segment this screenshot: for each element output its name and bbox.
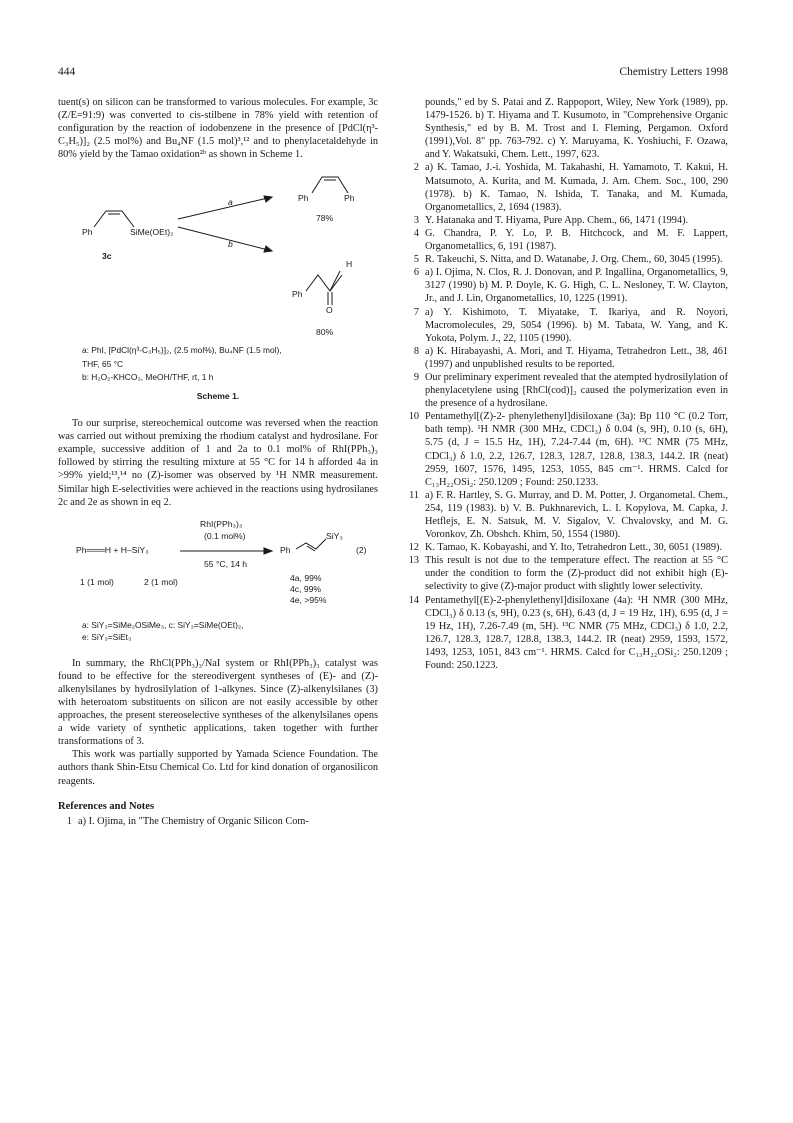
product-si: SiY₃ xyxy=(326,530,343,541)
ref-text: This result is not due to the temperature effect. The reaction at 55 °C under the condition to form the (Z)-product did not exhibit high (E)-selectivity to give (Z)-major product with slightly lower selectivity. xyxy=(425,555,728,593)
page-number: 444 xyxy=(58,66,76,78)
ref-number: 14 xyxy=(408,594,419,606)
product-ph: Ph xyxy=(280,544,291,555)
ref-number: 12 xyxy=(408,542,419,554)
reference-14 xyxy=(405,594,728,673)
paragraph: In summary, the RhCl(PPh₃)₃/NaI system or RhI(PPh₃)₃ catalyst was found to be effective for the stereodivergent syntheses of (E)- and (Z)-alkenylsilanes by hydrosilylation of 1-alkynes. Since (Z)-alkenylsilanes (3) with heteroatom substituents on silicon are not easily accessible by other approaches, the present stereoselective syntheses of the alkenylsilanes opens a wide variety of synthetic applications, taken together with further transformations of 3. xyxy=(58,657,378,748)
conditions: 55 °C, 14 h xyxy=(204,558,248,569)
silane-definitions xyxy=(58,619,378,643)
scheme-1 xyxy=(58,171,378,343)
label-ph: Ph xyxy=(298,193,309,204)
label-sime: SiMe(OEt)₂ xyxy=(130,227,174,238)
ref-text: a) I. Ojima, N. Clos, R. J. Donovan, and P. Ingallina, Organometallics, 9, 3127 (1990) b) M. P. Doyle, K. G. High, C. L. Nesloney, T. W. Clayton, Jr., and J. Lin, Organometallics, 10, 1225 (1991). xyxy=(425,267,728,305)
journal-name: Chemistry Letters 1998 xyxy=(619,66,728,78)
ref-text: G. Chandra, P. Y. Lo, P. B. Hitchcock, and M. F. Lappert, Organometallics, 6, 191 (1987). xyxy=(425,227,728,253)
label-ph: Ph xyxy=(82,227,93,238)
label-o: O xyxy=(326,305,333,316)
reference-3 xyxy=(405,214,728,227)
ref-number: 13 xyxy=(408,555,419,567)
cis-alkene-bond xyxy=(94,211,134,227)
reference-11 xyxy=(405,489,728,541)
ref-text: a) K. Hirabayashi, A. Mori, and T. Hiyama, Tetrahedron Lett., 38, 461 (1997) and unpublished results to be reported. xyxy=(425,345,728,370)
silane-def-line: a: SiY₃=SiMe₂OSiMe₃, c: SiY₃=SiMe(OEt)₂, xyxy=(82,619,244,630)
acknowledgment: This work was partially supported by Yamada Science Foundation. The authors thank Shin-Etsu Chemical Co. Ltd for kind donation of organosilicon reagents. xyxy=(58,749,378,787)
equation-2 xyxy=(58,519,378,619)
label-ph: Ph xyxy=(292,289,303,300)
reference-8 xyxy=(405,345,728,371)
stilbene-bonds xyxy=(312,177,348,193)
page-header xyxy=(58,66,728,82)
yield-4e: 4e, >95% xyxy=(290,594,327,605)
ref-text: R. Takeuchi, S. Nitta, and D. Watanabe, J. Org. Chem., 60, 3045 (1995). xyxy=(425,254,723,266)
catalyst: RhI(PPh₃)₃ xyxy=(200,518,243,529)
ref-text: Pentamethyl[(E)-2-phenylethenyl]disiloxane (4a): ¹H NMR (300 MHz, CDCl₃) δ 0.13 (s, 9H), 0.23 (s, 6H), 6.43 (d, J = 19 Hz, 1H), 6.95 (d, J = 19 Hz, 1H), 7.26-7.49 (m, 5H). ¹³C NMR (75 MHz, CDCl₃) δ 1.0, 2.2, 126.7, 128.3, 128.7, 128.8, 138.3, 144.2. IR (neat) 2959, 1593, 1572, 1493, 1253, 1051, 843 cm⁻¹. HRMS. Calcd for C₁₃H₂₂OSi₂: 250.1209 ; Found: 250.1223. xyxy=(425,594,728,672)
reference-1-continued xyxy=(405,96,728,161)
paragraph: tuent(s) on silicon can be transformed to various molecules. For example, 3c (Z/E=91:9) was converted to cis-stilbene in 78% yield with retention of configuration by the reaction of iodobenzene in the presence of [PdCl(η³-C₃H₅)]₂ (2.5 mol%) and Bu₄NF (1.5 mol)³,¹² and to phenylacetaldehyde in 80% yield by the Tamao oxidation²ᵇ as shown in Scheme 1. xyxy=(58,97,378,161)
ref-text: Y. Hatanaka and T. Hiyama, Pure App. Chem., 66, 1471 (1994). xyxy=(425,214,689,226)
left-column xyxy=(58,96,378,828)
scheme-caption: Scheme 1. xyxy=(196,390,240,401)
ref-number: 7 xyxy=(413,306,419,318)
ref-number: 4 xyxy=(413,227,419,239)
reference-9 xyxy=(405,371,728,410)
condition-a: a: PhI, [PdCl(η³-C₃H₅)]₂, (2.5 mol%), Bu₄NF (1.5 mol), xyxy=(82,345,282,356)
reference-2 xyxy=(405,161,728,213)
ref-text: K. Tamao, K. Kobayashi, and Y. Ito, Tetrahedron Lett., 30, 6051 (1989). xyxy=(425,542,723,554)
reference-5 xyxy=(405,253,728,266)
paragraph: To our surprise, stereochemical outcome was reversed when the reaction was carried out without premixing the rhodium catalyst and hydrosilane. For example, successive addition of 1 and 2a to 0.1 mol% of RhI(PPh₃)₃ followed by stirring the resulting mixture at 55 °C for 14 h afforded 4a in >99% yield;¹³,¹⁴ no (Z)-isomer was observed by ¹H NMR measurement. Similar high E-selectivities were achieved in the reactions using hydrosilanes 2c and 2e as shown in eq 2. xyxy=(58,418,378,508)
reference-4 xyxy=(405,227,728,253)
yield-4a: 4a, 99% xyxy=(290,572,322,583)
ref-number: 5 xyxy=(413,254,419,266)
reference-13 xyxy=(405,554,728,593)
ref-number: 3 xyxy=(413,214,419,226)
ref-number: 6 xyxy=(413,267,419,279)
ref-number: 2 xyxy=(413,162,419,174)
ref-number: 10 xyxy=(408,411,419,423)
yield-4c: 4c, 99% xyxy=(290,583,322,594)
compound-3c: 3c xyxy=(102,251,112,262)
right-column xyxy=(405,96,728,672)
ref-text: a) Y. Kishimoto, T. Miyatake, T. Ikariya, and R. Noyori, Macromolecules, 29, 5054 (1996). b) M. Tabata, W. Yang, and K. Yokota, Polym. J., 22, 1105 (1990). xyxy=(425,306,728,344)
ref-number: 8 xyxy=(413,345,419,357)
yield-b: 80% xyxy=(316,327,334,338)
equation-number: (2) xyxy=(356,544,367,555)
reference-7 xyxy=(405,306,728,345)
arrow-b xyxy=(178,227,272,251)
arrow-label-b: b xyxy=(228,239,233,250)
arrow-a xyxy=(178,197,272,219)
ref-text: pounds," ed by S. Patai and Z. Rappoport, Wiley, New York (1989), pp. 1479-1526. b) T. Hiyama and T. Kusumoto, in "Comprehensive Organic Synthesis," ed by B. M. Trost and I. Fleming, Pergamon. Oxford (1991),Vol. 8" pp. 763-792. c) Y. Maruyama, K. Yoshiuchi, F. Ozawa, and Y. Wakatsuki, Chem. Lett., 1997, 623. xyxy=(425,97,728,161)
catalyst-amount: (0.1 mol%) xyxy=(204,530,246,541)
amount-1: 1 (1 mol) xyxy=(80,576,114,587)
arrow-label-a: a xyxy=(228,197,233,208)
reference-1 xyxy=(58,815,378,828)
condition-a-cont: THF, 65 °C xyxy=(82,358,124,369)
reference-6 xyxy=(405,266,728,305)
product-bonds xyxy=(296,539,326,549)
ref-number: 1 xyxy=(66,815,72,827)
label-h: H xyxy=(346,259,353,270)
ref-text: a) F. R. Hartley, S. G. Murray, and D. M. Potter, J. Organometal. Chem., 254, 119 (1983). b) V. B. Pukhnarevich, L. I. Kopylova, M. Capka, J. Hetflejs, E. N. Satsuk, M. V. Sigalov, V. Chvalovsky, and M. G. Voronkov, Zh. Obshch. Khim, 50, 1554 (1980). xyxy=(425,489,728,541)
label-ph: Ph xyxy=(344,193,355,204)
silane-def-line: e: SiY₃=SiEt₃ xyxy=(82,631,132,642)
reference-12 xyxy=(405,541,728,554)
condition-b: b: H₂O₂-KHCO₃, MeOH/THF, rt, 1 h xyxy=(82,372,214,383)
ref-number: 9 xyxy=(413,371,419,383)
yield-a: 78% xyxy=(316,213,334,224)
ref-number: 11 xyxy=(409,489,419,501)
amount-2: 2 (1 mol) xyxy=(144,576,178,587)
ref-text: Our preliminary experiment revealed that the atempted hydrosilylation of phenylacetylene using [RhCl(cod)]₂ caused the polymerization even in the presence of a hydrosilane. xyxy=(425,371,728,410)
ref-text: Pentamethyl[(Z)-2- phenylethenyl]disiloxane (3a): Bp 110 °C (0.2 Torr, bath temp). ¹H NMR (300 MHz, CDCl₃) δ 0.04 (s, 9H), 0.10 (s, 6H), 5.75 (d, J = 15.5 Hz, 1H), 7.24-7.44 (m, 6H). ¹³C NMR (75 MHz, CDCl₃) δ 1.0, 2.2, 126.7, 128.3, 128.7, 128.8, 138.3, 144.2. IR (neat) 2959, 1607, 1576, 1495, 1253, 1055, 845 cm⁻¹. HRMS. Calcd for C₁₃H₂₂OSi₂: 250.1209 ; Found: 250.1233. xyxy=(425,411,728,488)
reference-10 xyxy=(405,410,728,489)
references-heading: References and Notes xyxy=(58,800,155,812)
ref-text: a) I. Ojima, in "The Chemistry of Organic Silicon Com- xyxy=(78,815,309,827)
ref-text: a) K. Tamao, J.-i. Yoshida, M. Takahashi, H. Yamamoto, T. Kakui, H. Matsumoto, A. Kurita, and M. Kumada, J. Am. Chem. Soc., 100, 290 (1978). b) K. Tamao, N. Ishida, T. Tanaka, and M. Kumada, Organometallics, 2, 1694 (1983). xyxy=(425,162,728,213)
reactants: Ph═══H + H–SiY₃ xyxy=(76,544,149,555)
